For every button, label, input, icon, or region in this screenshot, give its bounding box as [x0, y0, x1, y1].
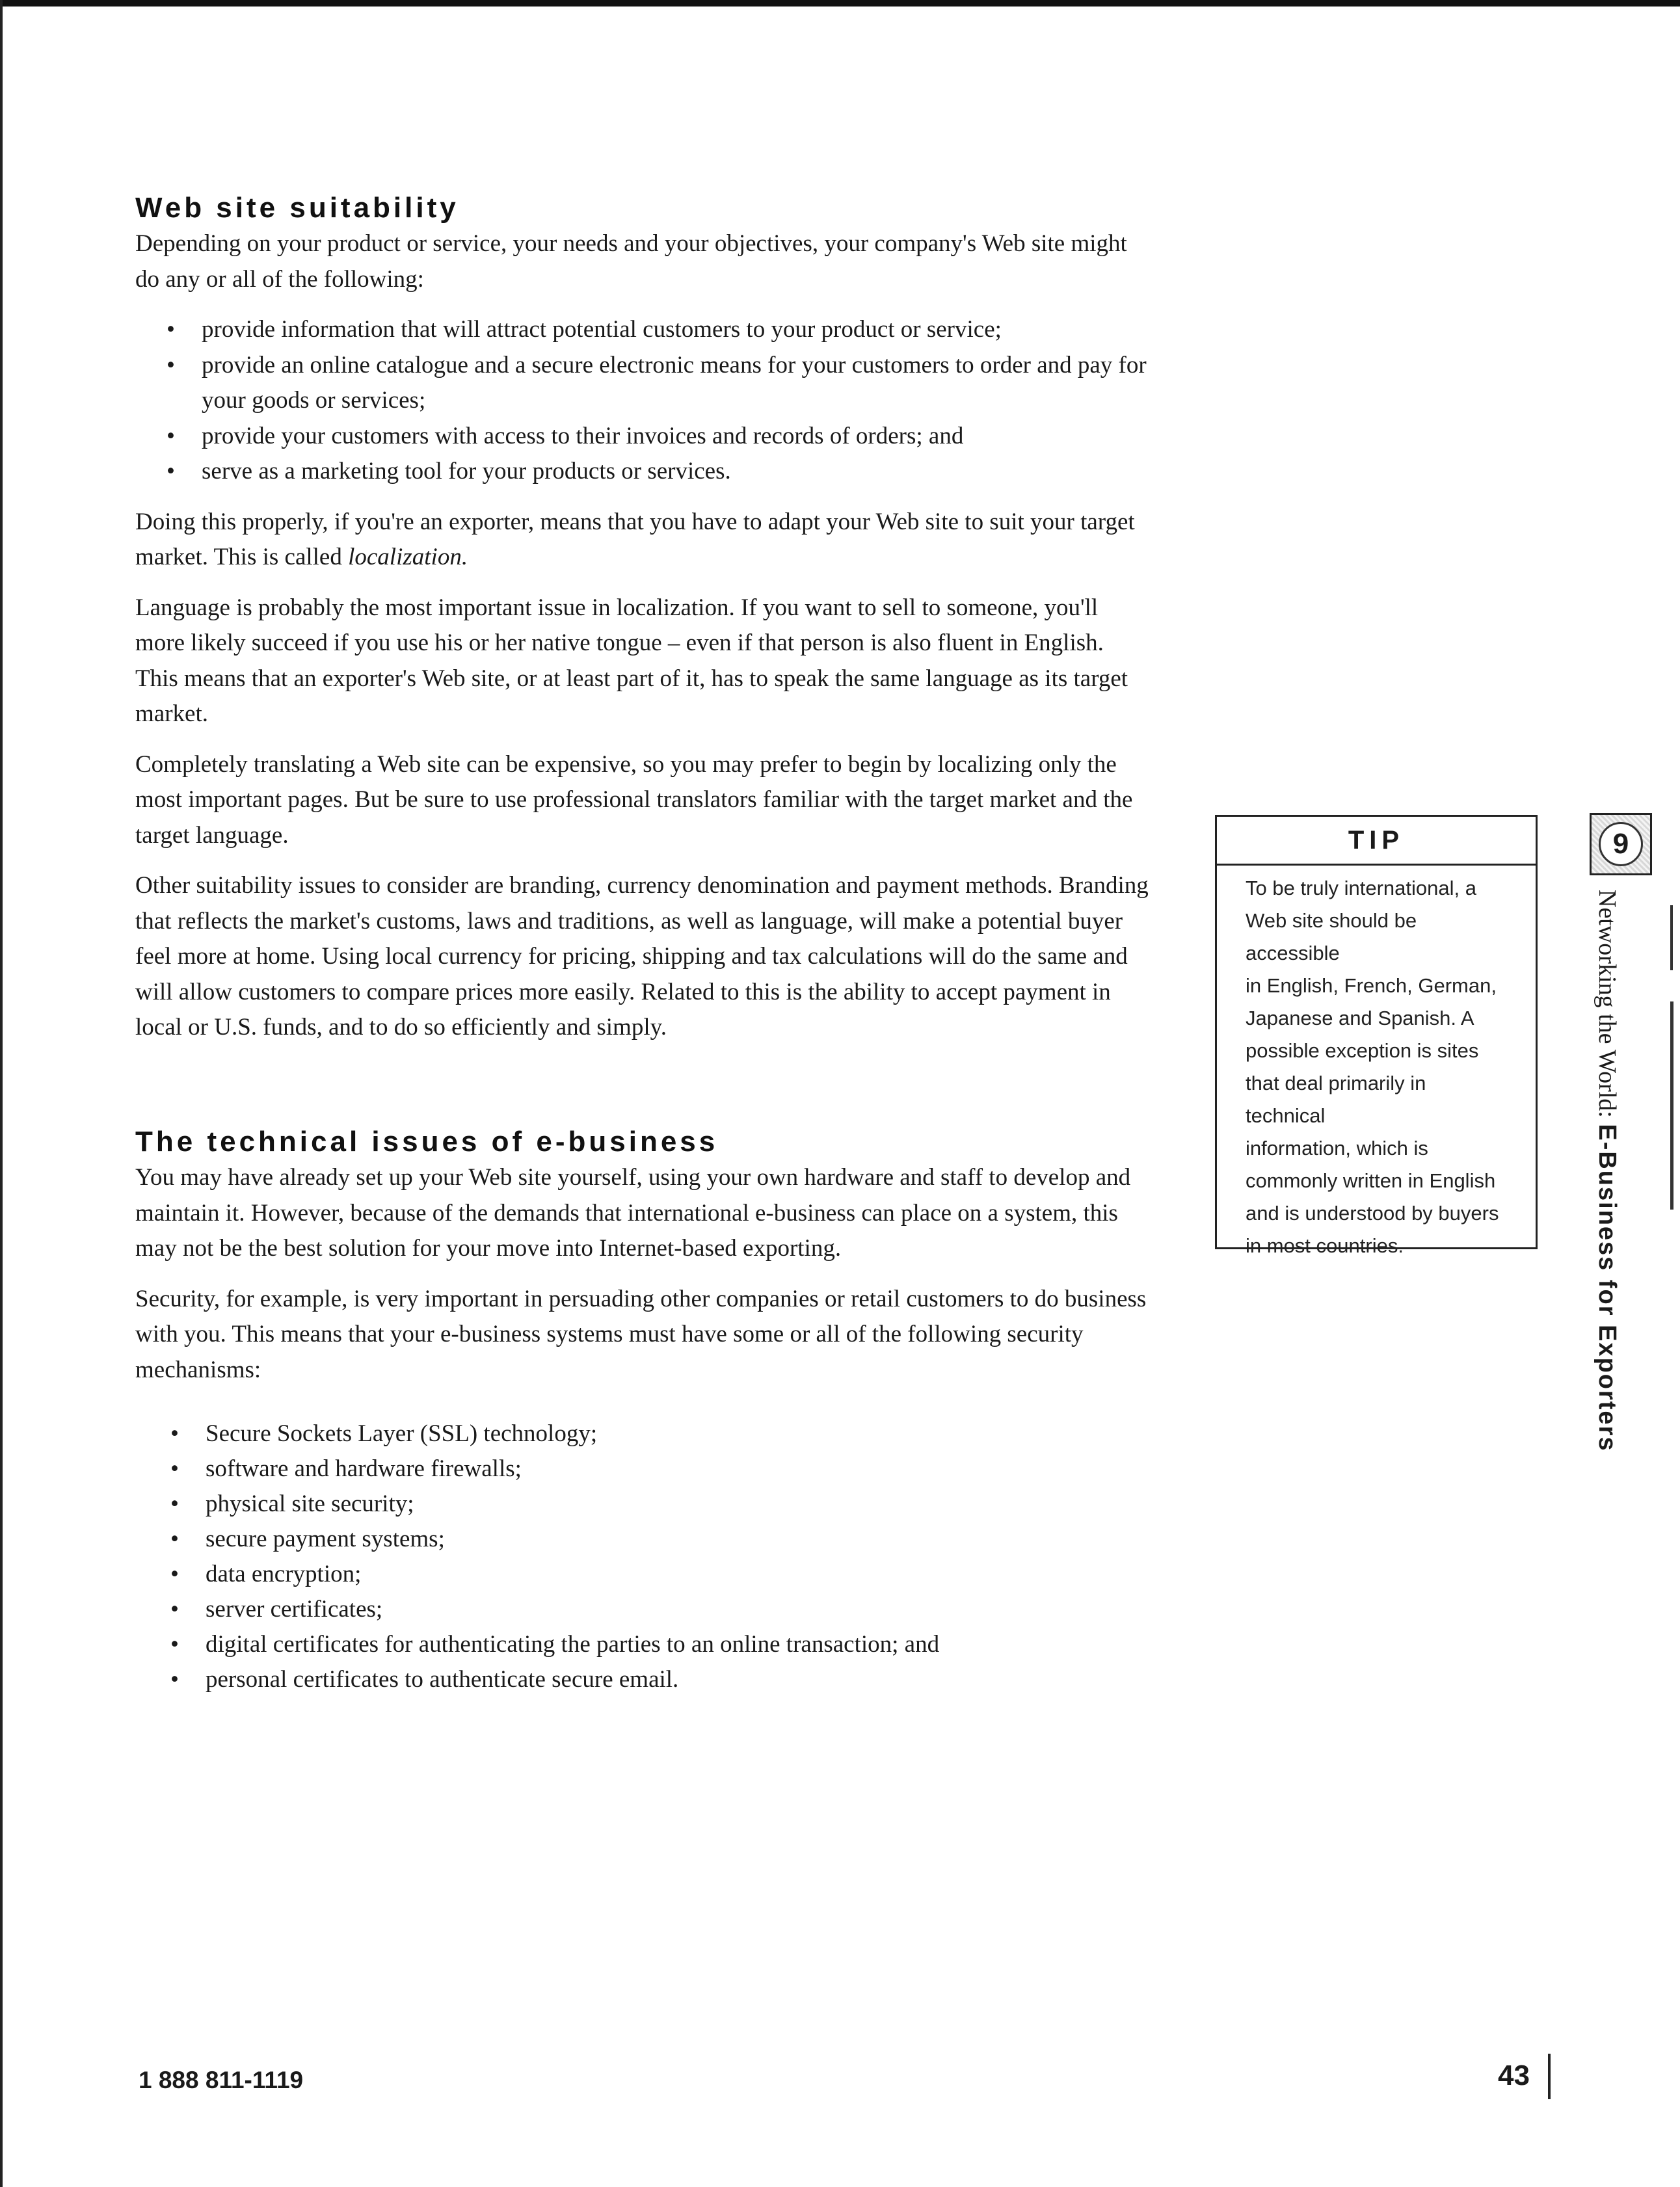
list-item: • software and hardware firewalls; [206, 1451, 1150, 1487]
list-item: • provide your customers with access to their invoices and records of orders; and [202, 419, 1150, 455]
localization-term: localization. [348, 544, 468, 571]
section-heading-technical-issues: The technical issues of e-business [135, 1125, 719, 1158]
tip-line: and is understood by buyers [1246, 1202, 1499, 1225]
tip-line: in English, French, German, [1246, 974, 1497, 997]
list-item: • secure payment systems; [206, 1522, 1150, 1557]
tip-body [1217, 866, 1536, 1262]
tip-line: in most countries. [1246, 1234, 1404, 1257]
suitability-bullet-list [135, 312, 1150, 490]
tip-line: that deal primarily in technical [1246, 1072, 1426, 1127]
section-heading-web-site-suitability: Web site suitability [135, 192, 459, 224]
list-item: • provide information that will attract potential customers to your product or service; [202, 312, 1150, 348]
technical-intro-paragraph: You may have already set up your Web site yourself, using your own hardware and staff to develop and maintain it. However, because of the demands that international e-business can place on a system, this may not be the best solution for your move into Internet-based exporting. [135, 1164, 1131, 1262]
list-item: • server certificates; [206, 1592, 1150, 1627]
tip-line: Japanese and Spanish. A [1246, 1007, 1474, 1029]
tip-box [1215, 815, 1538, 1257]
running-title [1594, 890, 1620, 1533]
left-border-rule [0, 0, 3, 2187]
tip-line: commonly written in English [1246, 1169, 1496, 1192]
chapter-number: 9 [1599, 822, 1643, 866]
page-number-rule [1548, 2054, 1551, 2099]
tip-line: possible exception is sites [1246, 1039, 1479, 1062]
list-item: • physical site security; [206, 1487, 1150, 1522]
tip-line: To be truly international, a [1246, 877, 1476, 899]
security-bullet-list [135, 1416, 1150, 1697]
running-title-part2: E-Business for Exporters [1593, 1124, 1621, 1452]
top-border-rule [0, 0, 1680, 7]
list-item: • personal certificates to authenticate secure email. [206, 1662, 1150, 1697]
section1-intro: Depending on your product or service, your needs and your objectives, your company's Web site might do any or all of the following: [135, 230, 1127, 293]
chapter-badge [1590, 813, 1652, 875]
localization-paragraph [135, 505, 1150, 576]
list-item: • digital certificates for authenticating the parties to an online transaction; and [206, 1627, 1150, 1662]
footer-phone-number: 1 888 811-1119 [139, 2067, 304, 2093]
edge-mark [1670, 1001, 1673, 1210]
translation-paragraph: Completely translating a Web site can be expensive, so you may prefer to begin by localizing only the most important pages. But be sure to use professional translators familiar with the target market and the target language. [135, 750, 1133, 849]
running-title-part1: Networking the World: [1593, 890, 1621, 1124]
page-number: 43 [1498, 2060, 1530, 2091]
localization-text: Doing this properly, if you're an exporter, means that you have to adapt your Web site to suit your target market. This is called [135, 508, 1135, 571]
list-item: • provide an online catalogue and a secure electronic means for your customers to order and pay for your goods or services; [202, 348, 1150, 419]
security-paragraph: Security, for example, is very important in persuading other companies or retail customers to do business with you. This means that your e-business systems must have some or all of the following security mechanisms: [135, 1285, 1147, 1383]
suitability-issues-paragraph: Other suitability issues to consider are branding, currency denomination and payment methods. Branding that reflects the market's customs, laws and traditions, as well as language, will make a potential buyer feel more at home. Using local currency for pricing, shipping and tax calculations will do the same and will allow customers to compare prices more easily. Related to this is the ability to accept payment in local or U.S. funds, and to do so efficiently and simply. [135, 872, 1149, 1041]
tip-line: information, which is [1246, 1137, 1428, 1160]
list-item: • Secure Sockets Layer (SSL) technology; [206, 1416, 1150, 1451]
tip-line: Web site should be accessible [1246, 909, 1417, 964]
edge-mark [1670, 905, 1673, 970]
list-item: • serve as a marketing tool for your products or services. [202, 454, 1150, 490]
tip-title: TIP [1217, 817, 1536, 866]
list-item: • data encryption; [206, 1557, 1150, 1592]
language-paragraph: Language is probably the most important issue in localization. If you want to sell to someone, you'll more likely succeed if you use his or her native tongue – even if that person is also fluent in English. This means that an exporter's Web site, or at least part of it, has to speak the same language as its target market. [135, 594, 1128, 728]
main-column [135, 192, 1150, 1697]
